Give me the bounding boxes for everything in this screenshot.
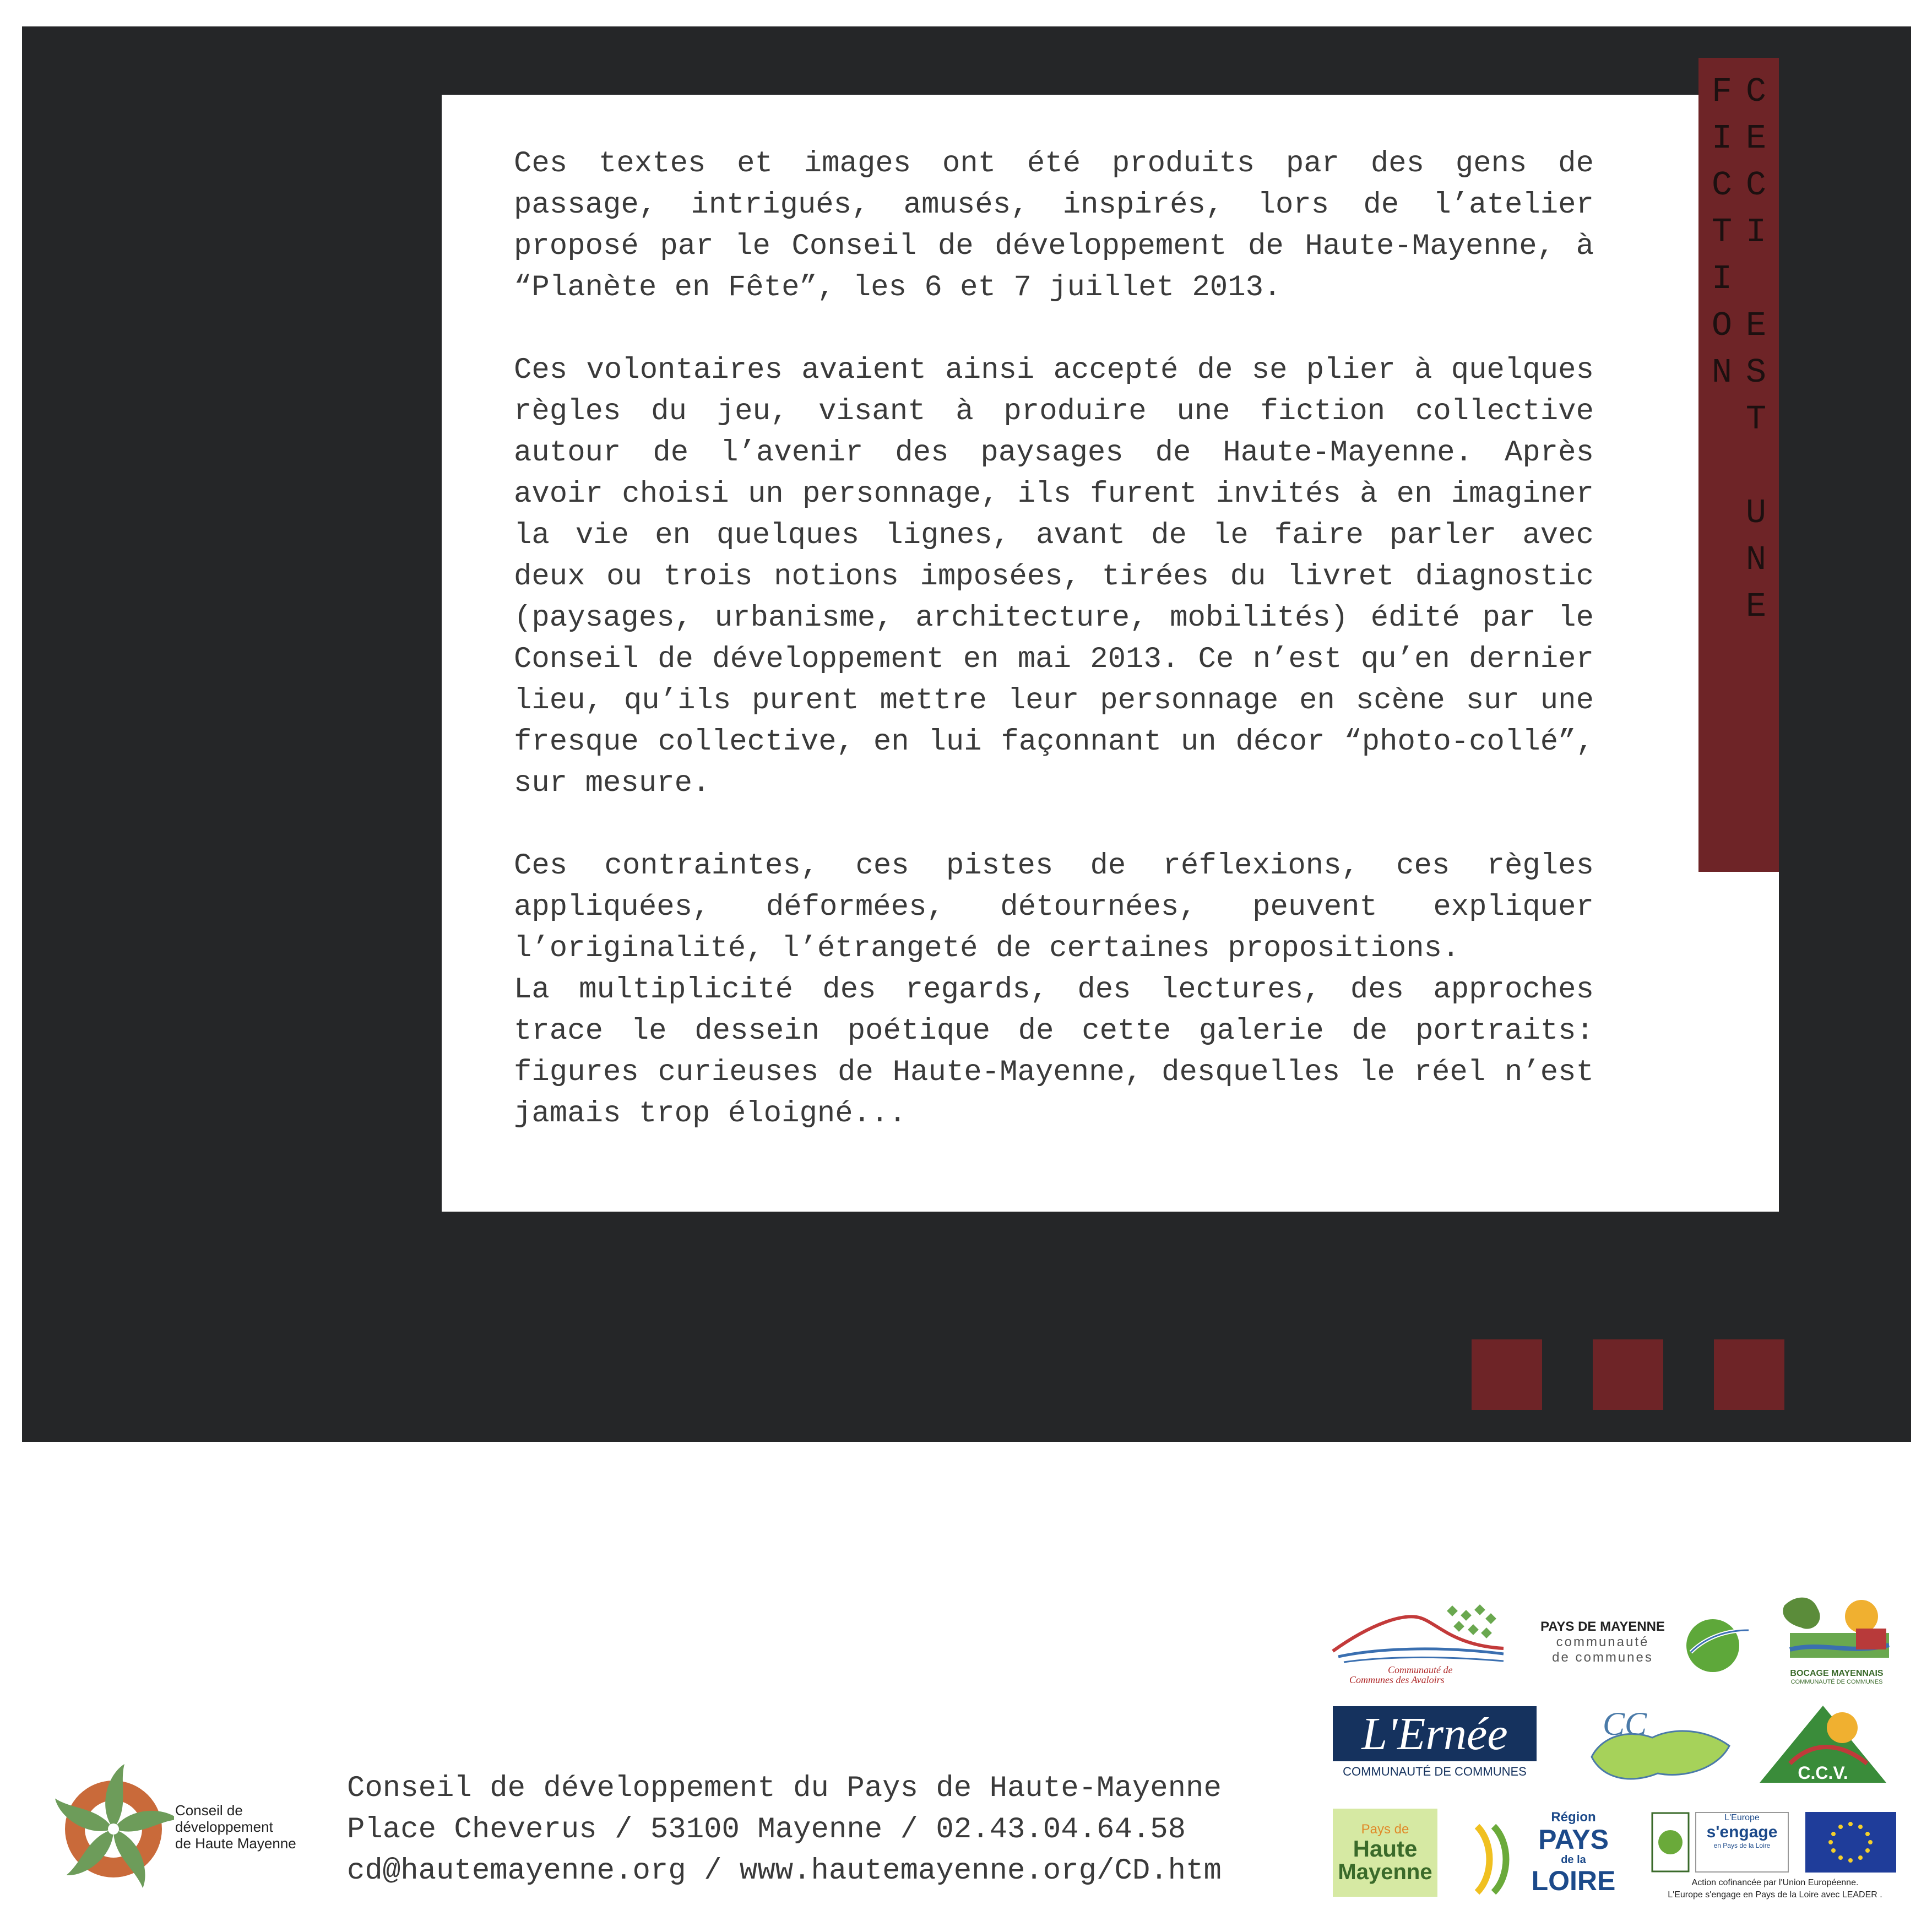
address-line-1: Conseil de développement du Pays de Haute-Mayenne	[347, 1772, 1222, 1805]
bocage-landscape-icon	[1779, 1594, 1895, 1666]
leader-caption-1: Action cofinancée par l'Union Européenne.	[1691, 1878, 1859, 1887]
cd-logo-text	[175, 1802, 318, 1852]
avaloirs-line-1: Communauté de	[1388, 1664, 1453, 1675]
paragraph-3: Ces contraintes, ces pistes de réflexions, ces règles appliquées, déformées, détournées, peuvent expliquer l’originalité, l’étrangeté de certaines propositions.	[514, 849, 1594, 965]
phm-line-1: Pays de	[1361, 1822, 1409, 1837]
cd-logo-line-2: développement	[175, 1819, 273, 1835]
ccv-triangle-icon	[1757, 1703, 1889, 1786]
eu-flag-icon	[1805, 1812, 1896, 1873]
paragraph-4: La multiplicité des regards, des lectures, des approches trace le dessein poétique de cette galerie de portraits: figures curieuses de Haute-Mayenne, desquelles le réel n’est jamais trop éloigné...	[514, 973, 1594, 1131]
contact-address	[347, 1768, 1222, 1892]
cd-logo	[53, 1760, 317, 1898]
avaloirs-landscape-icon	[1327, 1602, 1509, 1684]
region-line-1: Région	[1551, 1810, 1596, 1825]
address-line-3[interactable]: cd@hautemayenne.org / www.hautemayenne.org/CD.htm	[347, 1854, 1222, 1888]
phm-line-3: Mayenne	[1338, 1860, 1432, 1884]
ccv-logo	[1757, 1703, 1889, 1786]
ernee-subtitle: COMMUNAUTÉ DE COMMUNES	[1343, 1765, 1527, 1778]
ernee-logo	[1333, 1706, 1537, 1789]
pays-mayenne-sphere-icon	[1680, 1614, 1751, 1674]
region-arcs-icon	[1472, 1821, 1516, 1898]
cd-logo-line-1: Conseil de	[175, 1802, 243, 1819]
address-line-2: Place Cheverus / 53100 Mayenne / 02.43.04.64.58	[347, 1813, 1186, 1847]
pays-haute-mayenne-logo	[1333, 1809, 1437, 1902]
decor-square-1	[1472, 1339, 1542, 1410]
fiction-banner	[1698, 58, 1779, 872]
avaloirs-line-2: Communes des Avaloirs	[1349, 1674, 1445, 1684]
ccv-text: C.C.V.	[1798, 1763, 1848, 1783]
phm-line-2: Haute	[1353, 1836, 1418, 1862]
leader-emblem-icon	[1651, 1812, 1690, 1873]
intro-card	[442, 95, 1779, 1212]
leader-line-2: s'engage	[1706, 1823, 1778, 1841]
leader-line-1: L'Europe	[1724, 1813, 1760, 1822]
region-pays-de-la-loire-logo	[1472, 1810, 1626, 1903]
avaloirs-logo	[1327, 1602, 1509, 1684]
ernee-title: L'Ernée	[1361, 1708, 1508, 1760]
paragraph-1: Ces textes et images ont été produits par des gens de passage, intrigués, amusés, inspirés, lors de l’atelier proposé par le Conseil de développement de Haute-Mayenne, à “Planète en Fête”, les 6 et 7 juillet 2013.	[514, 147, 1594, 305]
bocage-line-1: BOCAGE MAYENNAIS	[1790, 1669, 1884, 1678]
bocage-line-2: COMMUNAUTÉ DE COMMUNES	[1790, 1679, 1883, 1685]
cd-flower-icon	[53, 1760, 174, 1898]
pays-mayenne-line-3: de communes	[1552, 1650, 1653, 1665]
leader-europe-logo	[1651, 1812, 1899, 1906]
pays-mayenne-line-2: communauté	[1556, 1635, 1649, 1649]
cd-logo-line-3: de Haute Mayenne	[175, 1835, 296, 1852]
dark-panel	[22, 26, 1911, 1442]
region-line-3: de la	[1561, 1854, 1586, 1866]
leader-caption-2: L'Europe s'engage en Pays de la Loire avec LEADER .	[1668, 1890, 1882, 1900]
region-line-4: LOIRE	[1531, 1865, 1616, 1896]
decor-square-2	[1593, 1339, 1663, 1410]
decor-square-3	[1714, 1339, 1784, 1410]
pays-de-mayenne-logo	[1531, 1614, 1751, 1680]
intro-text	[514, 143, 1594, 1135]
cc-map-icon	[1581, 1696, 1740, 1793]
pays-mayenne-line-1: PAYS DE MAYENNE	[1540, 1619, 1665, 1634]
cc-community-logo	[1581, 1696, 1740, 1793]
bocage-mayennais-logo	[1779, 1594, 1895, 1688]
leader-line-3: en Pays de la Loire	[1713, 1842, 1771, 1849]
paragraph-2: Ces volontaires avaient ainsi accepté de se plier à quelques règles du jeu, visant à produire une fiction collective autour de l’avenir des paysages de Haute-Mayenne. Après avoir choisi un personnage, ils furent invités à en imaginer la vie en quelques lignes, avant de le faire parler avec deux ou trois notions imposées, tirées du livret diagnostic (paysages, urbanisme, architecture, mobilités) édité par le Conseil de développement en mai 2013. Ce n’est qu’en dernier lieu, qu’ils purent mettre leur personnage en scène sur une fresque collective, en lui façonnant un décor “photo-collé”, sur mesure.	[514, 354, 1594, 800]
fiction-banner-text: CECI EST UNE FICTION	[1702, 72, 1776, 634]
cc-letters: CC	[1603, 1706, 1647, 1742]
region-line-2: PAYS	[1538, 1824, 1609, 1855]
